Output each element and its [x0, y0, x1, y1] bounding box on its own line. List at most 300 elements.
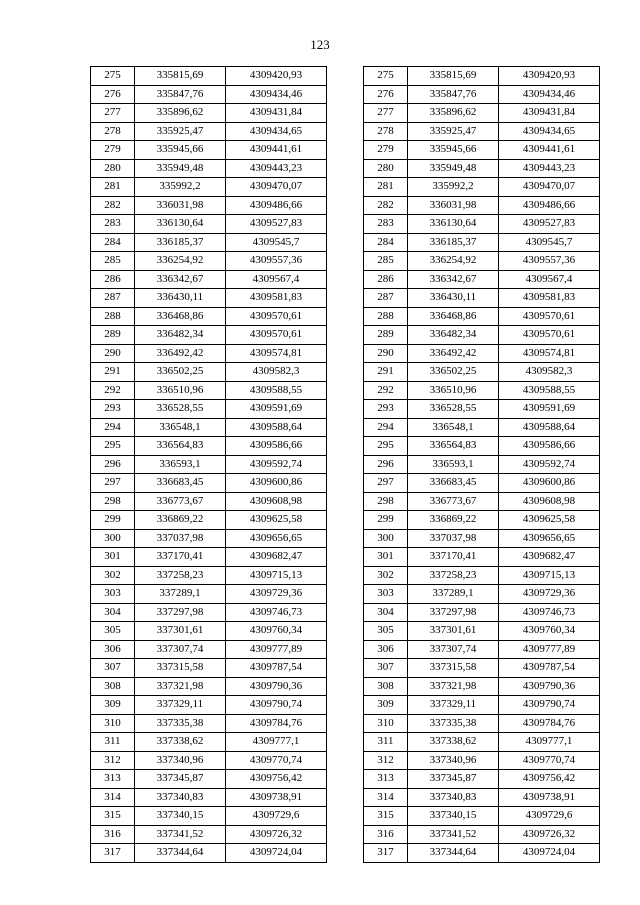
- y-coordinate-cell: 4309486,66: [499, 196, 600, 215]
- point-number-cell: 281: [364, 178, 408, 197]
- point-number-cell: 291: [364, 363, 408, 382]
- point-number-cell: 291: [91, 363, 135, 382]
- table-row: [364, 270, 600, 289]
- x-coordinate-cell: 336510,96: [135, 381, 226, 400]
- table-row: [91, 178, 327, 197]
- table-row: [91, 141, 327, 160]
- point-number-cell: 292: [364, 381, 408, 400]
- point-number-cell: 294: [91, 418, 135, 437]
- table-row: [364, 289, 600, 308]
- table-row: [364, 67, 600, 86]
- point-number-cell: 310: [364, 714, 408, 733]
- y-coordinate-cell: 4309434,46: [226, 85, 327, 104]
- x-coordinate-cell: 337329,11: [135, 696, 226, 715]
- point-number-cell: 282: [364, 196, 408, 215]
- point-number-cell: 298: [364, 492, 408, 511]
- point-number-cell: 308: [364, 677, 408, 696]
- y-coordinate-cell: 4309567,4: [226, 270, 327, 289]
- table-row: [364, 178, 600, 197]
- table-row: [364, 714, 600, 733]
- point-number-cell: 293: [91, 400, 135, 419]
- point-number-cell: 302: [364, 566, 408, 585]
- y-coordinate-cell: 4309431,84: [499, 104, 600, 123]
- y-coordinate-cell: 4309787,54: [226, 659, 327, 678]
- point-number-cell: 275: [364, 67, 408, 86]
- table-row: [91, 529, 327, 548]
- table-row: [364, 677, 600, 696]
- x-coordinate-cell: 336502,25: [408, 363, 499, 382]
- y-coordinate-cell: 4309582,3: [226, 363, 327, 382]
- x-coordinate-cell: 335945,66: [135, 141, 226, 160]
- point-number-cell: 295: [364, 437, 408, 456]
- x-coordinate-cell: 337301,61: [408, 622, 499, 641]
- y-coordinate-cell: 4309608,98: [499, 492, 600, 511]
- x-coordinate-cell: 337340,15: [408, 807, 499, 826]
- x-coordinate-cell: 336254,92: [135, 252, 226, 271]
- point-number-cell: 313: [364, 770, 408, 789]
- point-number-cell: 298: [91, 492, 135, 511]
- y-coordinate-cell: 4309729,36: [226, 585, 327, 604]
- x-coordinate-cell: 336869,22: [408, 511, 499, 530]
- y-coordinate-cell: 4309420,93: [226, 67, 327, 86]
- point-number-cell: 277: [364, 104, 408, 123]
- point-number-cell: 306: [364, 640, 408, 659]
- table-row: [91, 381, 327, 400]
- point-number-cell: 289: [91, 326, 135, 345]
- point-number-cell: 307: [91, 659, 135, 678]
- point-number-cell: 283: [364, 215, 408, 234]
- x-coordinate-cell: 336468,86: [408, 307, 499, 326]
- x-coordinate-cell: 335896,62: [408, 104, 499, 123]
- table-row: [364, 307, 600, 326]
- x-coordinate-cell: 337329,11: [408, 696, 499, 715]
- x-coordinate-cell: 336130,64: [408, 215, 499, 234]
- x-coordinate-cell: 336482,34: [408, 326, 499, 345]
- table-row: [364, 659, 600, 678]
- table-row: [91, 751, 327, 770]
- x-coordinate-cell: 336342,67: [135, 270, 226, 289]
- x-coordinate-cell: 337321,98: [408, 677, 499, 696]
- y-coordinate-cell: 4309570,61: [226, 307, 327, 326]
- point-number-cell: 276: [91, 85, 135, 104]
- point-number-cell: 314: [91, 788, 135, 807]
- y-coordinate-cell: 4309770,74: [499, 751, 600, 770]
- table-row: [91, 714, 327, 733]
- x-coordinate-cell: 337315,58: [408, 659, 499, 678]
- y-coordinate-cell: 4309760,34: [499, 622, 600, 641]
- table-row: [91, 344, 327, 363]
- table-row: [91, 659, 327, 678]
- table-row: [91, 677, 327, 696]
- point-number-cell: 288: [91, 307, 135, 326]
- y-coordinate-cell: 4309570,61: [226, 326, 327, 345]
- table-row: [364, 159, 600, 178]
- table-row: [364, 788, 600, 807]
- x-coordinate-cell: 336528,55: [135, 400, 226, 419]
- table-row: [91, 159, 327, 178]
- table-row: [91, 252, 327, 271]
- y-coordinate-cell: 4309434,65: [499, 122, 600, 141]
- point-number-cell: 289: [364, 326, 408, 345]
- point-number-cell: 311: [91, 733, 135, 752]
- point-number-cell: 292: [91, 381, 135, 400]
- table-row: [91, 215, 327, 234]
- table-row: [364, 455, 600, 474]
- point-number-cell: 275: [91, 67, 135, 86]
- table-row: [364, 566, 600, 585]
- coordinates-table-left: [90, 66, 327, 863]
- table-row: [91, 437, 327, 456]
- y-coordinate-cell: 4309790,36: [499, 677, 600, 696]
- table-row: [91, 825, 327, 844]
- point-number-cell: 315: [364, 807, 408, 826]
- y-coordinate-cell: 4309431,84: [226, 104, 327, 123]
- point-number-cell: 300: [364, 529, 408, 548]
- x-coordinate-cell: 337258,23: [135, 566, 226, 585]
- y-coordinate-cell: 4309608,98: [226, 492, 327, 511]
- x-coordinate-cell: 337307,74: [408, 640, 499, 659]
- y-coordinate-cell: 4309527,83: [226, 215, 327, 234]
- table-row: [91, 788, 327, 807]
- point-number-cell: 276: [364, 85, 408, 104]
- x-coordinate-cell: 336564,83: [408, 437, 499, 456]
- x-coordinate-cell: 336773,67: [135, 492, 226, 511]
- coordinates-table-right: [363, 66, 600, 863]
- x-coordinate-cell: 335949,48: [408, 159, 499, 178]
- point-number-cell: 278: [91, 122, 135, 141]
- x-coordinate-cell: 336492,42: [135, 344, 226, 363]
- y-coordinate-cell: 4309592,74: [226, 455, 327, 474]
- point-number-cell: 287: [364, 289, 408, 308]
- y-coordinate-cell: 4309625,58: [499, 511, 600, 530]
- x-coordinate-cell: 336502,25: [135, 363, 226, 382]
- point-number-cell: 312: [91, 751, 135, 770]
- table-row: [364, 85, 600, 104]
- x-coordinate-cell: 335992,2: [408, 178, 499, 197]
- table-row: [364, 196, 600, 215]
- y-coordinate-cell: 4309625,58: [226, 511, 327, 530]
- x-coordinate-cell: 335925,47: [408, 122, 499, 141]
- x-coordinate-cell: 337345,87: [135, 770, 226, 789]
- y-coordinate-cell: 4309545,7: [226, 233, 327, 252]
- x-coordinate-cell: 335896,62: [135, 104, 226, 123]
- table-row: [91, 640, 327, 659]
- x-coordinate-cell: 337341,52: [135, 825, 226, 844]
- y-coordinate-cell: 4309527,83: [499, 215, 600, 234]
- y-coordinate-cell: 4309787,54: [499, 659, 600, 678]
- y-coordinate-cell: 4309586,66: [226, 437, 327, 456]
- y-coordinate-cell: 4309682,47: [499, 548, 600, 567]
- y-coordinate-cell: 4309443,23: [226, 159, 327, 178]
- y-coordinate-cell: 4309682,47: [226, 548, 327, 567]
- x-coordinate-cell: 336683,45: [408, 474, 499, 493]
- point-number-cell: 286: [91, 270, 135, 289]
- point-number-cell: 295: [91, 437, 135, 456]
- y-coordinate-cell: 4309588,55: [499, 381, 600, 400]
- point-number-cell: 301: [91, 548, 135, 567]
- y-coordinate-cell: 4309570,61: [499, 307, 600, 326]
- x-coordinate-cell: 337340,96: [135, 751, 226, 770]
- x-coordinate-cell: 336185,37: [408, 233, 499, 252]
- x-coordinate-cell: 337297,98: [408, 603, 499, 622]
- point-number-cell: 278: [364, 122, 408, 141]
- x-coordinate-cell: 337344,64: [135, 844, 226, 863]
- x-coordinate-cell: 337335,38: [408, 714, 499, 733]
- table-row: [91, 233, 327, 252]
- table-row: [91, 566, 327, 585]
- y-coordinate-cell: 4309574,81: [226, 344, 327, 363]
- x-coordinate-cell: 335815,69: [408, 67, 499, 86]
- y-coordinate-cell: 4309777,1: [226, 733, 327, 752]
- point-number-cell: 306: [91, 640, 135, 659]
- y-coordinate-cell: 4309726,32: [226, 825, 327, 844]
- y-coordinate-cell: 4309567,4: [499, 270, 600, 289]
- point-number-cell: 293: [364, 400, 408, 419]
- table-row: [91, 270, 327, 289]
- table-row: [91, 67, 327, 86]
- x-coordinate-cell: 337307,74: [135, 640, 226, 659]
- y-coordinate-cell: 4309729,6: [499, 807, 600, 826]
- y-coordinate-cell: 4309738,91: [226, 788, 327, 807]
- x-coordinate-cell: 336593,1: [135, 455, 226, 474]
- y-coordinate-cell: 4309777,89: [499, 640, 600, 659]
- x-coordinate-cell: 336430,11: [135, 289, 226, 308]
- x-coordinate-cell: 336342,67: [408, 270, 499, 289]
- x-coordinate-cell: 336683,45: [135, 474, 226, 493]
- x-coordinate-cell: 335925,47: [135, 122, 226, 141]
- x-coordinate-cell: 335945,66: [408, 141, 499, 160]
- point-number-cell: 301: [364, 548, 408, 567]
- point-number-cell: 309: [91, 696, 135, 715]
- x-coordinate-cell: 336869,22: [135, 511, 226, 530]
- y-coordinate-cell: 4309592,74: [499, 455, 600, 474]
- point-number-cell: 288: [364, 307, 408, 326]
- point-number-cell: 297: [364, 474, 408, 493]
- point-number-cell: 296: [364, 455, 408, 474]
- x-coordinate-cell: 337301,61: [135, 622, 226, 641]
- table-row: [91, 770, 327, 789]
- point-number-cell: 312: [364, 751, 408, 770]
- y-coordinate-cell: 4309724,04: [499, 844, 600, 863]
- y-coordinate-cell: 4309588,64: [499, 418, 600, 437]
- y-coordinate-cell: 4309570,61: [499, 326, 600, 345]
- point-number-cell: 317: [91, 844, 135, 863]
- table-row: [364, 122, 600, 141]
- table-row: [91, 585, 327, 604]
- table-row: [91, 418, 327, 437]
- point-number-cell: 305: [91, 622, 135, 641]
- y-coordinate-cell: 4309656,65: [499, 529, 600, 548]
- y-coordinate-cell: 4309760,34: [226, 622, 327, 641]
- page-number: 123: [310, 37, 330, 52]
- table-row: [91, 603, 327, 622]
- x-coordinate-cell: 337170,41: [135, 548, 226, 567]
- y-coordinate-cell: 4309756,42: [226, 770, 327, 789]
- table-row: [364, 326, 600, 345]
- table-row: [364, 751, 600, 770]
- y-coordinate-cell: 4309581,83: [226, 289, 327, 308]
- table-row: [91, 363, 327, 382]
- table-row: [364, 511, 600, 530]
- x-coordinate-cell: 336548,1: [408, 418, 499, 437]
- y-coordinate-cell: 4309600,86: [226, 474, 327, 493]
- x-coordinate-cell: 337037,98: [408, 529, 499, 548]
- x-coordinate-cell: 336031,98: [408, 196, 499, 215]
- point-number-cell: 317: [364, 844, 408, 863]
- y-coordinate-cell: 4309790,74: [226, 696, 327, 715]
- table-row: [91, 807, 327, 826]
- y-coordinate-cell: 4309545,7: [499, 233, 600, 252]
- point-number-cell: 316: [91, 825, 135, 844]
- table-row: [364, 363, 600, 382]
- x-coordinate-cell: 337340,83: [135, 788, 226, 807]
- y-coordinate-cell: 4309756,42: [499, 770, 600, 789]
- table-row: [91, 492, 327, 511]
- table-row: [364, 141, 600, 160]
- table-row: [364, 585, 600, 604]
- y-coordinate-cell: 4309600,86: [499, 474, 600, 493]
- point-number-cell: 316: [364, 825, 408, 844]
- y-coordinate-cell: 4309470,07: [499, 178, 600, 197]
- x-coordinate-cell: 337340,15: [135, 807, 226, 826]
- point-number-cell: 279: [91, 141, 135, 160]
- y-coordinate-cell: 4309656,65: [226, 529, 327, 548]
- point-number-cell: 314: [364, 788, 408, 807]
- point-number-cell: 285: [364, 252, 408, 271]
- x-coordinate-cell: 337345,87: [408, 770, 499, 789]
- y-coordinate-cell: 4309581,83: [499, 289, 600, 308]
- x-coordinate-cell: 337340,96: [408, 751, 499, 770]
- y-coordinate-cell: 4309738,91: [499, 788, 600, 807]
- table-row: [364, 233, 600, 252]
- y-coordinate-cell: 4309777,89: [226, 640, 327, 659]
- y-coordinate-cell: 4309724,04: [226, 844, 327, 863]
- point-number-cell: 286: [364, 270, 408, 289]
- x-coordinate-cell: 335992,2: [135, 178, 226, 197]
- x-coordinate-cell: 337341,52: [408, 825, 499, 844]
- y-coordinate-cell: 4309790,36: [226, 677, 327, 696]
- x-coordinate-cell: 337321,98: [135, 677, 226, 696]
- table-row: [91, 104, 327, 123]
- x-coordinate-cell: 335815,69: [135, 67, 226, 86]
- table-row: [91, 622, 327, 641]
- y-coordinate-cell: 4309443,23: [499, 159, 600, 178]
- x-coordinate-cell: 336492,42: [408, 344, 499, 363]
- point-number-cell: 302: [91, 566, 135, 585]
- table-row: [364, 252, 600, 271]
- table-row: [91, 400, 327, 419]
- x-coordinate-cell: 336031,98: [135, 196, 226, 215]
- x-coordinate-cell: 335949,48: [135, 159, 226, 178]
- x-coordinate-cell: 337170,41: [408, 548, 499, 567]
- y-coordinate-cell: 4309557,36: [499, 252, 600, 271]
- table-row: [364, 622, 600, 641]
- table-row: [364, 344, 600, 363]
- point-number-cell: 304: [91, 603, 135, 622]
- y-coordinate-cell: 4309441,61: [499, 141, 600, 160]
- x-coordinate-cell: 336468,86: [135, 307, 226, 326]
- y-coordinate-cell: 4309715,13: [499, 566, 600, 585]
- x-coordinate-cell: 336430,11: [408, 289, 499, 308]
- x-coordinate-cell: 336528,55: [408, 400, 499, 419]
- x-coordinate-cell: 336254,92: [408, 252, 499, 271]
- x-coordinate-cell: 336482,34: [135, 326, 226, 345]
- y-coordinate-cell: 4309729,36: [499, 585, 600, 604]
- x-coordinate-cell: 337338,62: [408, 733, 499, 752]
- point-number-cell: 294: [364, 418, 408, 437]
- point-number-cell: 309: [364, 696, 408, 715]
- table-row: [91, 733, 327, 752]
- table-row: [91, 455, 327, 474]
- point-number-cell: 303: [364, 585, 408, 604]
- x-coordinate-cell: 337289,1: [135, 585, 226, 604]
- point-number-cell: 308: [91, 677, 135, 696]
- table-row: [91, 326, 327, 345]
- table-row: [364, 474, 600, 493]
- x-coordinate-cell: 336593,1: [408, 455, 499, 474]
- table-row: [91, 474, 327, 493]
- x-coordinate-cell: 337335,38: [135, 714, 226, 733]
- x-coordinate-cell: 337344,64: [408, 844, 499, 863]
- table-row: [91, 122, 327, 141]
- table-row: [364, 603, 600, 622]
- y-coordinate-cell: 4309588,64: [226, 418, 327, 437]
- point-number-cell: 279: [364, 141, 408, 160]
- x-coordinate-cell: 337315,58: [135, 659, 226, 678]
- y-coordinate-cell: 4309588,55: [226, 381, 327, 400]
- x-coordinate-cell: 337037,98: [135, 529, 226, 548]
- y-coordinate-cell: 4309784,76: [499, 714, 600, 733]
- table-row: [91, 289, 327, 308]
- x-coordinate-cell: 335847,76: [135, 85, 226, 104]
- point-number-cell: 280: [91, 159, 135, 178]
- y-coordinate-cell: 4309591,69: [226, 400, 327, 419]
- table-row: [364, 492, 600, 511]
- y-coordinate-cell: 4309746,73: [226, 603, 327, 622]
- table-row: [364, 381, 600, 400]
- point-number-cell: 313: [91, 770, 135, 789]
- y-coordinate-cell: 4309591,69: [499, 400, 600, 419]
- table-row: [364, 696, 600, 715]
- table-row: [91, 307, 327, 326]
- x-coordinate-cell: 337338,62: [135, 733, 226, 752]
- table-row: [364, 437, 600, 456]
- table-row: [91, 548, 327, 567]
- y-coordinate-cell: 4309777,1: [499, 733, 600, 752]
- point-number-cell: 284: [364, 233, 408, 252]
- y-coordinate-cell: 4309586,66: [499, 437, 600, 456]
- point-number-cell: 297: [91, 474, 135, 493]
- y-coordinate-cell: 4309715,13: [226, 566, 327, 585]
- x-coordinate-cell: 336773,67: [408, 492, 499, 511]
- point-number-cell: 281: [91, 178, 135, 197]
- point-number-cell: 283: [91, 215, 135, 234]
- table-row: [364, 418, 600, 437]
- y-coordinate-cell: 4309434,46: [499, 85, 600, 104]
- y-coordinate-cell: 4309582,3: [499, 363, 600, 382]
- table-row: [91, 511, 327, 530]
- table-row: [364, 529, 600, 548]
- y-coordinate-cell: 4309746,73: [499, 603, 600, 622]
- table-row: [364, 400, 600, 419]
- y-coordinate-cell: 4309729,6: [226, 807, 327, 826]
- point-number-cell: 285: [91, 252, 135, 271]
- x-coordinate-cell: 337289,1: [408, 585, 499, 604]
- table-row: [364, 770, 600, 789]
- point-number-cell: 290: [364, 344, 408, 363]
- x-coordinate-cell: 335847,76: [408, 85, 499, 104]
- y-coordinate-cell: 4309557,36: [226, 252, 327, 271]
